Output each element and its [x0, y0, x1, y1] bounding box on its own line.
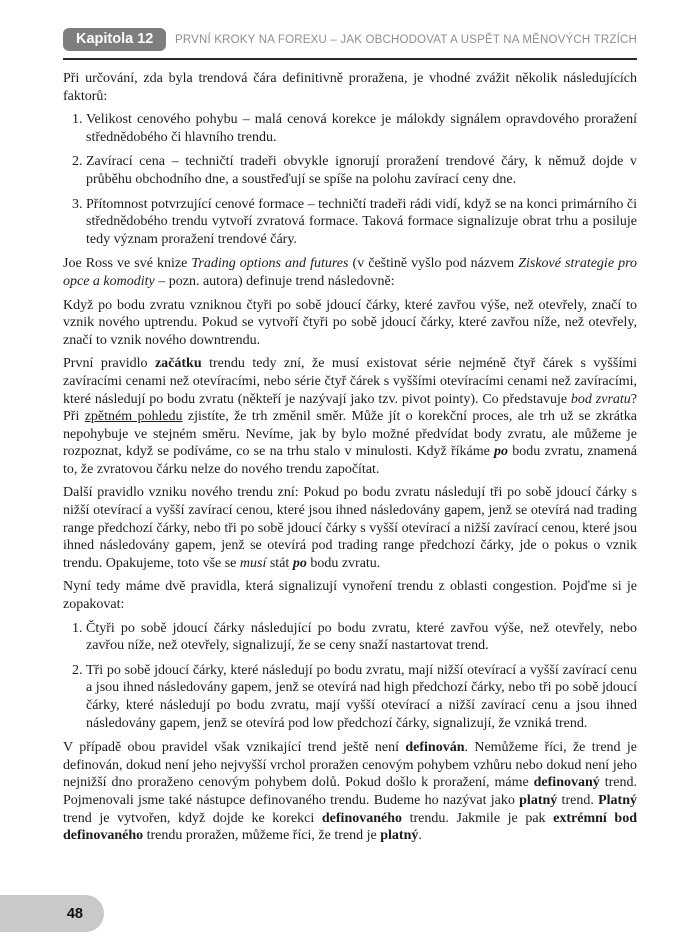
text-run-u: zpětném pohledu: [84, 409, 183, 425]
list-item: [86, 620, 637, 655]
list-item: [86, 662, 637, 732]
text-run: bodu zvratu, znamená to, že zvratovou čárku nelze do nového trendu započítat.: [63, 444, 637, 477]
paragraph: [63, 739, 637, 845]
text-run: trend je vytvořen, když dojde ke korekci: [63, 810, 322, 826]
list-item: [86, 153, 637, 188]
body-text: [63, 70, 637, 851]
text-run: .: [418, 828, 422, 844]
text-run-i: musí: [239, 555, 267, 571]
text-run-i: Ziskové strategie pro opce a komodity: [63, 256, 638, 289]
text-run-b: extrémní bod definovaného: [63, 810, 637, 844]
paragraph: [63, 297, 637, 350]
paragraph: [63, 484, 637, 572]
text-run: trendu. Jakmile je pak: [402, 810, 554, 826]
text-run: Velikost cenového pohybu – malá cenová korekce je málokdy signálem opravdového proražení střednědobého či hlavního trendu.: [86, 112, 637, 145]
paragraph: [63, 578, 637, 613]
text-run-b: definovaného: [321, 810, 403, 826]
text-run-i: bod zvratu: [570, 391, 631, 407]
text-run-b: Platný: [598, 792, 637, 808]
text-run-b: definovaný: [533, 775, 600, 791]
text-run-b: definován: [405, 740, 465, 756]
text-run: Tři po sobě jdoucí čárky, které následují po bodu zvratu, mají nižší otevírací a vyšší zavírací cenu a jsou ihned následovány gapem, jenž se otevírá nad high předchozí čárky, nebo tři po sobě jdoucí čárky, které následují po bodu zvratu, mají vyšší otevírací a nižší zavírací cenu a jsou ihned následovány gapem, jenž se otevírá pod low předchozí čárky, signalizují, že vzniká trend.: [86, 662, 637, 731]
paragraph: [63, 255, 637, 290]
list-item: [86, 111, 637, 146]
text-run: zjistíte, že trh změnil směr. Může jít o korekční proces, ale trh už se zkrátka nepohybuje ve stejném směru. Nevíme, jak by bylo možné předvídat body zvratu, ale můžeme je rozpoznat, když se podíváme, co se na trhu stalo v minulosti. Když říkáme: [63, 409, 638, 460]
text-run-b: platný: [519, 792, 558, 808]
chapter-badge: Kapitola 12: [63, 28, 166, 51]
text-run: trend. Pojmenovali jsme také nástupce definovaného trendu. Budeme ho nazývat jako: [63, 775, 637, 808]
text-run: . Nemůžeme říci, že trend je definován, dokud není jeho nejvyšší vrchol proražen cenovým pohybem vzhůru nebo dokud není jeho nejnižší dno proraženo cenovým pohybem dolů. Pokud došlo k proražení, máme: [63, 740, 637, 791]
ordered-list: [63, 620, 637, 733]
text-run: Když po bodu zvratu vzniknou čtyři po sobě jdoucí čárky, které zavřou výše, než otevřely, značí to vznik nového uptrendu. Pokud se vytvoří čtyři po sobě jdoucí čárky, které zavřou níže, než otevřely, značí to vznik nového downtrendu.: [63, 297, 637, 348]
text-run: bodu zvratu.: [306, 555, 381, 571]
text-run: Nyní tedy máme dvě pravidla, která signalizují vynoření trendu z oblasti congestion. Pojďme si je zopakovat:: [63, 579, 637, 613]
text-run: trendu proražen, můžeme říci, že trend je: [143, 828, 381, 844]
paragraph: [63, 355, 637, 478]
text-run: Zavírací cena – techničtí tradeři obvykle ignorují proražení trendové čáry, k němuž dojde v průběhu obchodního dne, a soustřeďují se spíše na polohu zavírací ceny dne.: [86, 154, 637, 187]
text-run: Při určování, zda byla trendová čára definitivně proražena, je vhodné zvážit několik následujících faktorů:: [63, 71, 637, 104]
ordered-list: [63, 111, 637, 248]
text-run: Joe Ross ve své knize: [63, 256, 192, 272]
paragraph: [63, 70, 637, 105]
page-number: 48: [66, 905, 83, 922]
text-run: Čtyři po sobě jdoucí čárky následující po bodu zvratu, které zavřou výše, než otevřely, nebo zavřou níže, než otevřely, signalizují, že se ceny snaží nastartovat trend.: [86, 620, 637, 654]
chapter-title: PRVNÍ KROKY NA FOREXU – JAK OBCHODOVAT A USPĚT NA MĚNOVÝCH TRZÍCH: [174, 33, 637, 46]
text-run-b: začátku: [154, 356, 202, 372]
text-run: (v češtině vyšlo pod názvem: [348, 256, 519, 272]
text-run: ? Při: [63, 391, 637, 425]
footer-page-bar: [0, 895, 104, 932]
text-run: stát: [266, 555, 293, 571]
page-header: [63, 28, 637, 60]
list-item: [86, 196, 637, 249]
text-run-i: Trading options and futures: [191, 256, 349, 272]
text-run: – pozn. autora) definuje trend následovně:: [154, 273, 395, 289]
text-run: trendu tedy zní, že musí existovat série nejméně čtyř čárek s vyššími zavíracími cenami než otevíracími, nebo série čtyř čárek s vyššími otevíracími cenami než zavíracími, které následují po bodu zvratu (někteří je nazývají jako tzv. pivot pointy). Co představuje: [63, 356, 637, 407]
text-run: trend.: [557, 792, 599, 808]
text-run: Další pravidlo vzniku nového trendu zní: Pokud po bodu zvratu následují tři po sobě jdoucí čárky s nižší otevírací a vyšší zavírací cenou, které jsou ihned následovány gapem, jenž se otevírá nad trading range předchozí čárky, nebo tři po sobě jdoucí čárky s vyšší otevírací a nižší zavírací cenou, které jsou ihned následovány gapem, jenž se otevírá pod trading range předchozí čárky, jde o pokus o vznik trendu. Opakujeme, toto vše se: [63, 485, 637, 571]
text-run-bi: po: [292, 555, 307, 571]
text-run: První pravidlo: [63, 356, 155, 372]
text-run-bi: po: [494, 444, 509, 460]
text-run-b: platný: [380, 828, 419, 844]
text-run: Přítomnost potvrzující cenové formace – techničtí tradeři rádi vidí, když se na konci primárního či střednědobého trendu vytvoří zvratová formace. Taková formace signalizuje obrat trhu a posiluje tedy význam proražení trendové čáry.: [86, 196, 637, 247]
text-run: V případě obou pravidel však vznikající trend ještě není: [63, 740, 406, 756]
